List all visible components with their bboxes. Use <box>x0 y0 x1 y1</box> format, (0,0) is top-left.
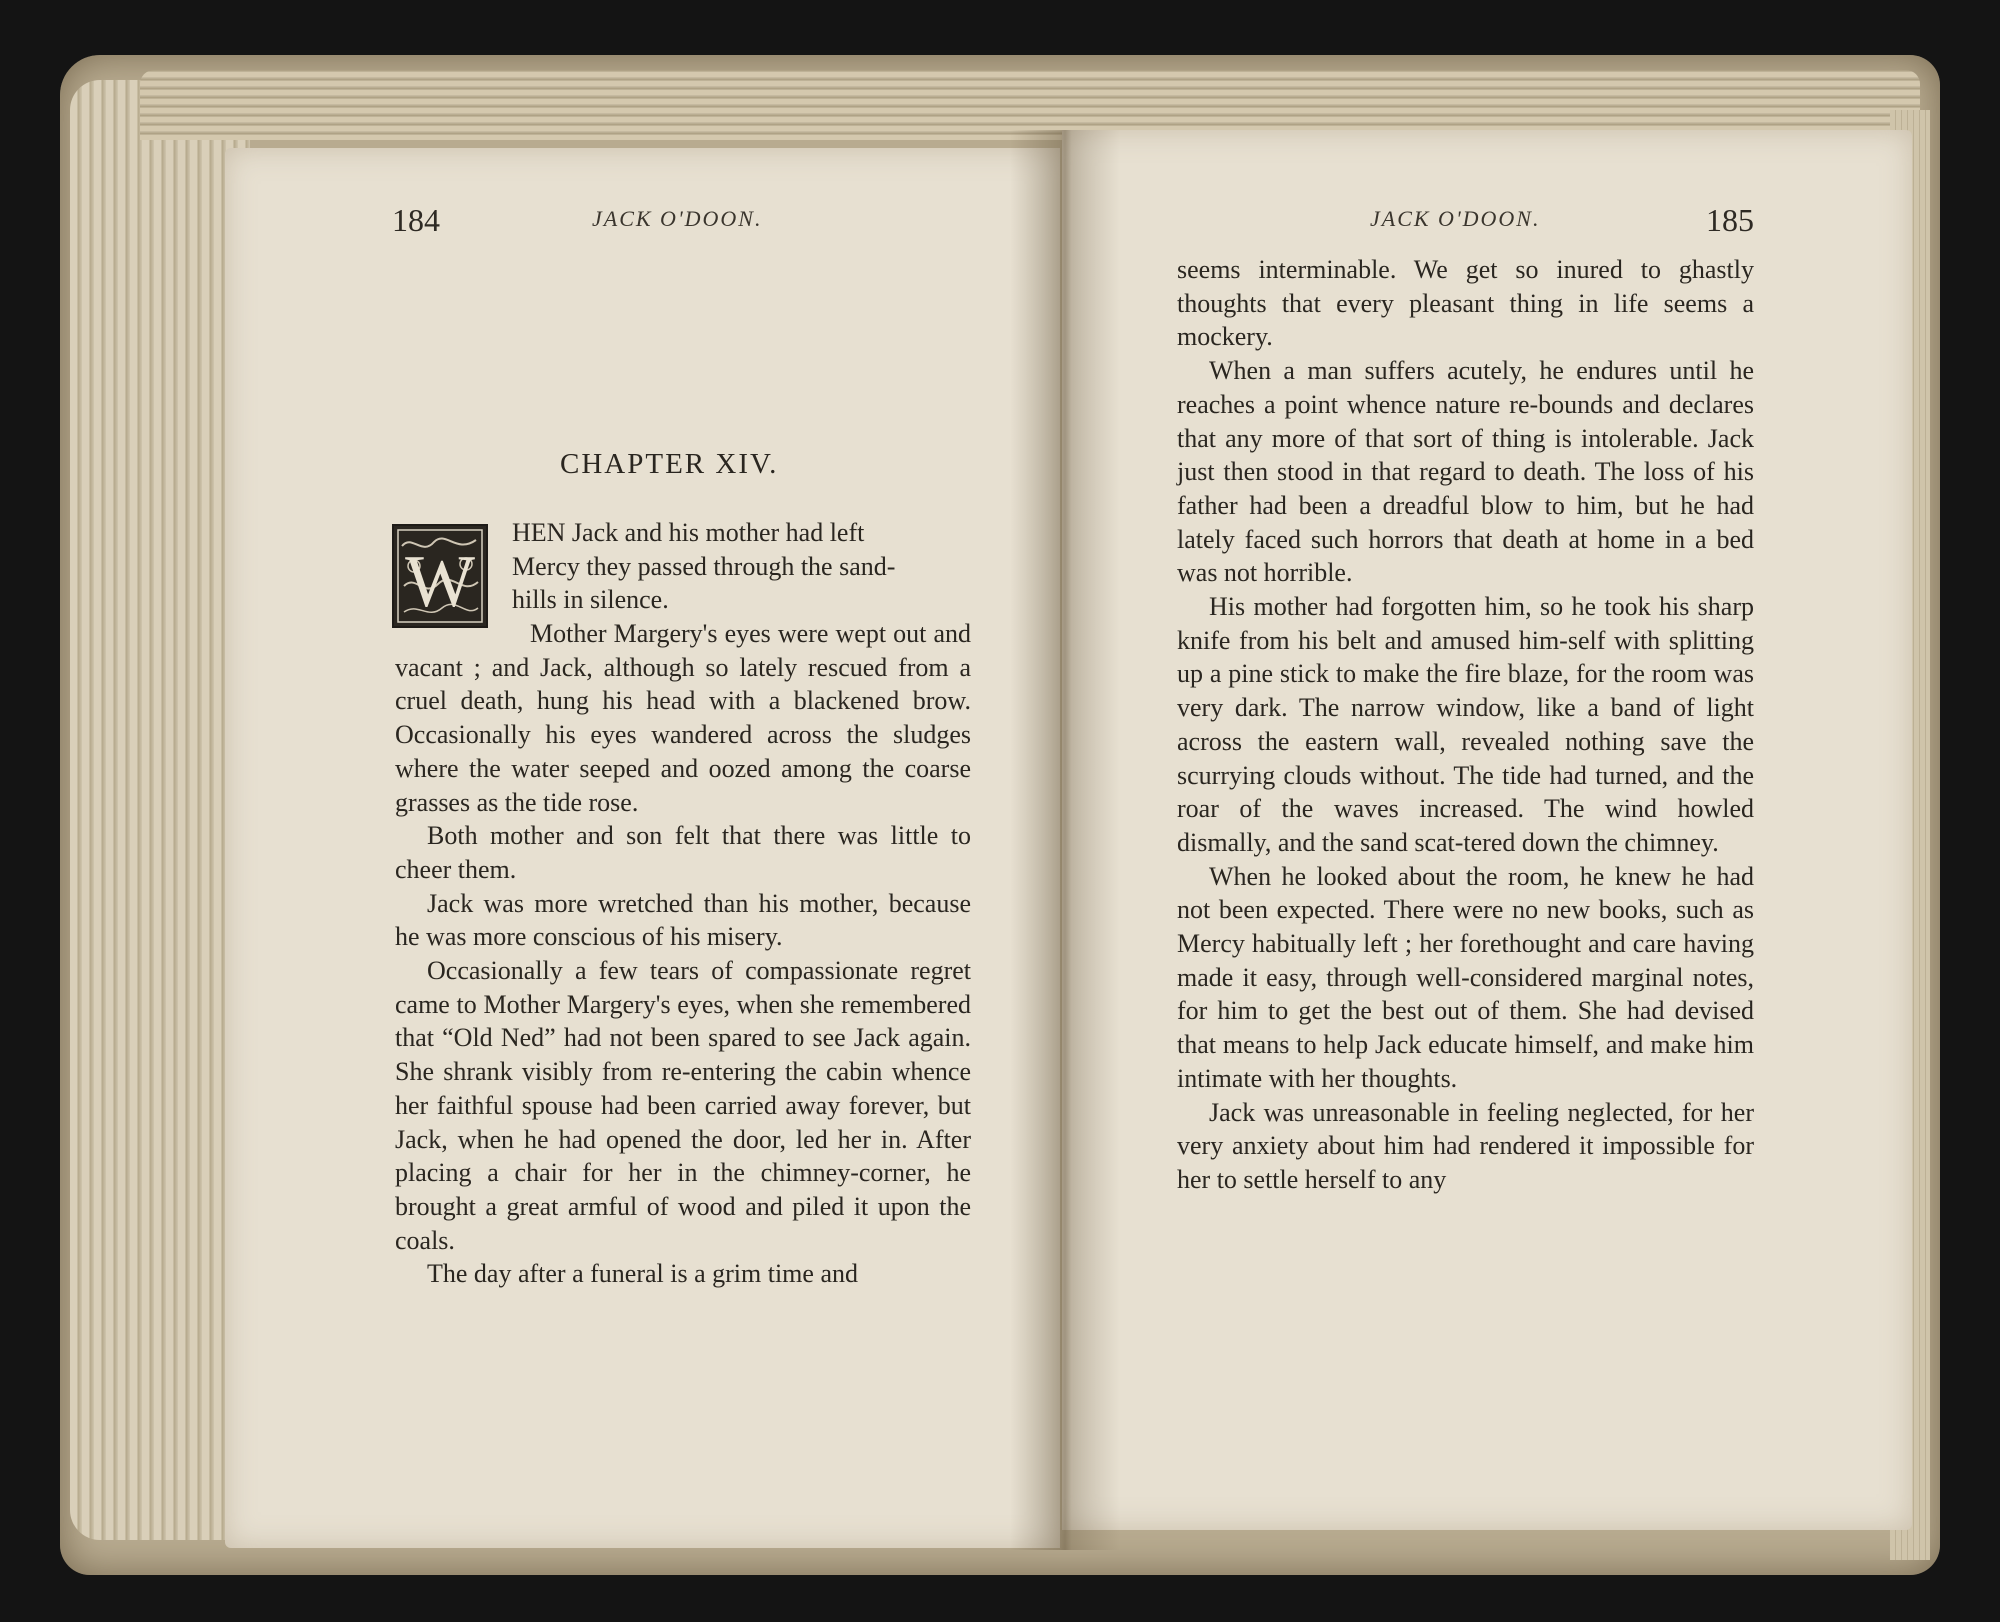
opening-line: HEN Jack and his mother had left <box>512 518 865 547</box>
paragraph: Both mother and son felt that there was little to cheer them. <box>395 821 971 884</box>
page-edges-left <box>70 80 250 1540</box>
left-body-text <box>395 617 971 1291</box>
right-body-text <box>1177 253 1754 1197</box>
paragraph: When he looked about the room, he knew he had not been expected. There were no new books, such as Mercy habitually left ; her forethought and care having made it easy, through well-considered marginal notes, for him to get the best out of them. She had devised that means to help Jack educate himself, and make him intimate with her thoughts. <box>1177 861 1754 1093</box>
right-page-number: 185 <box>1706 202 1754 238</box>
book-gutter <box>1010 130 1120 1550</box>
left-running-head: JACK O'DOON. <box>592 206 763 231</box>
paragraph: His mother had forgotten him, so he took his sharp knife from his belt and amused him-self with splitting up a pine stick to make the fire blaze, for the room was very dark. The narrow window, like a band of light across the eastern wall, revealed nothing save the scurrying clouds without. The tide had turned, and the roar of the waves increased. The wind howled dismally, and the sand scat-tered down the chimney. <box>1177 592 1754 857</box>
dropcap-letter: W <box>405 541 475 623</box>
opening-lines <box>512 516 970 617</box>
opening-line: Mercy they passed through the sand- <box>512 551 896 581</box>
paragraph: Mother Margery's eyes were wept out and vacant ; and Jack, although so lately rescued from a cruel death, hung his head with a blackened brow. Occasionally his eyes wandered across the sludges where the water seeped and oozed among the coarse grasses as the tide rose. <box>395 619 971 817</box>
paragraph: When a man suffers acutely, he endures until he reaches a point whence nature re-bounds and declares that any more of that sort of thing is intolerable. Jack just then stood in that regard to death. The loss of his father had been a dreadful blow to him, but he had lately faced such horrors that death at home in a bed was not horrible. <box>1177 356 1754 588</box>
right-running-head: JACK O'DOON. <box>1370 206 1541 231</box>
paragraph: seems interminable. We get so inured to ghastly thoughts that every pleasant thing in life seems a mockery. <box>1177 255 1754 352</box>
paragraph: Jack was more wretched than his mother, because he was more conscious of his misery. <box>395 888 971 952</box>
dropcap-w-ornament <box>392 524 488 628</box>
paragraph: Occasionally a few tears of compassionate regret came to Mother Margery's eyes, when she remembered that “Old Ned” had not been spared to see Jack again. She shrank visibly from re-entering the cabin whence her faithful spouse had been carried away forever, but Jack, when he had opened the door, led her in. After placing a chair for her in the chimney-corner, he brought a great armful of wood and piled it upon the coals. <box>395 956 971 1255</box>
left-page-number: 184 <box>392 202 440 238</box>
chapter-title: CHAPTER XIV. <box>560 448 779 480</box>
opening-line: hills in silence. <box>512 585 669 615</box>
paragraph: The day after a funeral is a grim time and <box>427 1259 858 1289</box>
paragraph: Jack was unreasonable in feeling neglected, for her very anxiety about him had rendered it impossible for her to settle herself to any <box>1177 1097 1754 1194</box>
